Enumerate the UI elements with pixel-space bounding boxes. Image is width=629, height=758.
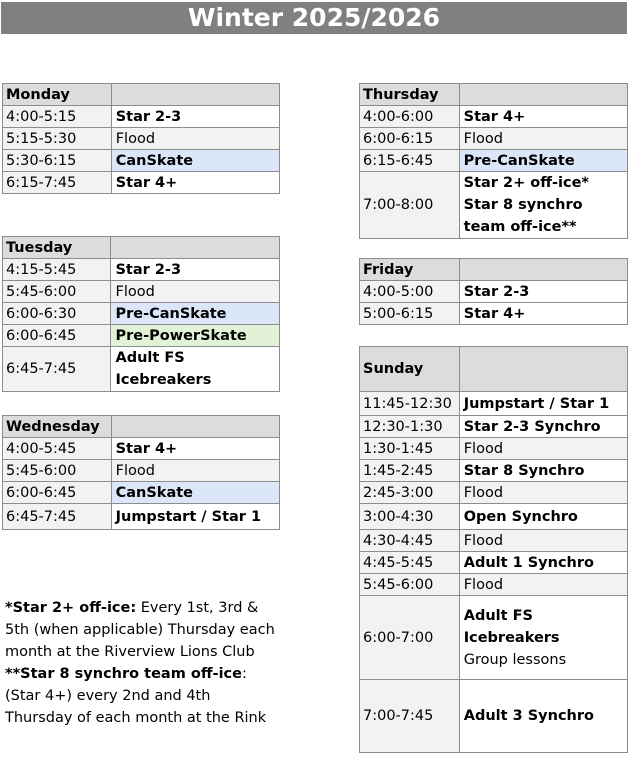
- time-cell: 6:00-6:45: [3, 325, 111, 347]
- table-row: [360, 552, 628, 574]
- activity-cell: Jumpstart / Star 1: [459, 392, 627, 416]
- activity-cell: Flood: [111, 128, 279, 150]
- time-cell: 5:00-6:15: [360, 303, 460, 325]
- time-cell: 5:15-5:30: [3, 128, 112, 150]
- day-header-friday: Friday: [360, 259, 460, 281]
- activity-cell: Adult 1 Synchro: [459, 552, 627, 574]
- table-row: [360, 128, 628, 150]
- time-cell: 1:45-2:45: [360, 460, 460, 482]
- time-cell: 12:30-1:30: [360, 416, 460, 438]
- activity-cell: Star 2-3: [459, 281, 627, 303]
- table-row: [360, 106, 628, 128]
- activity-cell: Star 2+ off-ice* Star 8 synchro team off-ice**: [459, 172, 627, 239]
- time-cell: 4:30-4:45: [360, 530, 460, 552]
- day-header-tuesday: Tuesday: [3, 237, 111, 259]
- time-cell: 4:00-5:00: [360, 281, 460, 303]
- table-row: [360, 530, 628, 552]
- activity-cell: Open Synchro: [459, 504, 627, 530]
- activity-cell: Pre-PowerSkate: [111, 325, 280, 347]
- footnote-2: [5, 663, 280, 729]
- monday-table: [2, 83, 280, 194]
- time-cell: 6:00-6:45: [3, 482, 112, 504]
- time-cell: 6:15-7:45: [3, 172, 112, 194]
- activity-cell: Adult FS Icebreakers Group lessons: [459, 596, 627, 680]
- table-row: [3, 172, 280, 194]
- time-cell: 4:00-5:45: [3, 438, 112, 460]
- activity-cell: Flood: [459, 482, 627, 504]
- activity-cell: Flood: [459, 128, 627, 150]
- activity-cell: Star 4+: [459, 303, 627, 325]
- footnote-1-label: *Star 2+ off-ice:: [5, 600, 137, 616]
- activity-cell: Star 4+: [459, 106, 627, 128]
- day-header-monday: Monday: [3, 84, 112, 106]
- subtext: Group lessons: [463, 651, 567, 668]
- table-row: [360, 680, 628, 753]
- table-row: [360, 482, 628, 504]
- activity-cell: Flood: [111, 460, 279, 482]
- time-cell: 7:00-7:45: [360, 680, 460, 753]
- table-row: [360, 504, 628, 530]
- time-cell: 6:00-6:30: [3, 303, 111, 325]
- time-cell: 6:45-7:45: [3, 347, 111, 392]
- time-cell: 5:30-6:15: [3, 150, 112, 172]
- table-row: [360, 416, 628, 438]
- table-row: [3, 259, 280, 281]
- table-row: [360, 574, 628, 596]
- activity-cell: Flood: [111, 281, 280, 303]
- table-row: [3, 504, 280, 530]
- table-row: [360, 150, 628, 172]
- activity-cell: Flood: [459, 574, 627, 596]
- table-row: [360, 303, 628, 325]
- time-cell: 3:00-4:30: [360, 504, 460, 530]
- time-cell: 1:30-1:45: [360, 438, 460, 460]
- day-header-wednesday: Wednesday: [3, 416, 112, 438]
- table-row: [3, 303, 280, 325]
- time-cell: 4:00-5:15: [3, 106, 112, 128]
- time-cell: 4:45-5:45: [360, 552, 460, 574]
- schedule-title: Winter 2025/2026: [1, 2, 627, 34]
- tuesday-table: [2, 236, 280, 392]
- sunday-table: [359, 346, 628, 753]
- time-cell: 6:00-7:00: [360, 596, 460, 680]
- table-row: [360, 392, 628, 416]
- friday-table: [359, 258, 628, 325]
- table-row: [3, 128, 280, 150]
- activity-cell: Adult 3 Synchro: [459, 680, 627, 753]
- activity-cell: Flood: [459, 438, 627, 460]
- table-row: [360, 596, 628, 680]
- time-cell: 6:45-7:45: [3, 504, 112, 530]
- time-cell: 5:45-6:00: [3, 281, 111, 303]
- table-row: [360, 172, 628, 239]
- time-cell: 4:00-6:00: [360, 106, 460, 128]
- activity-cell: Pre-CanSkate: [459, 150, 627, 172]
- activity-cell: Star 2-3: [111, 259, 280, 281]
- thursday-table: [359, 83, 628, 239]
- activity-cell: Flood: [459, 530, 627, 552]
- time-cell: 4:15-5:45: [3, 259, 111, 281]
- activity-cell: Star 4+: [111, 172, 279, 194]
- table-row: [3, 482, 280, 504]
- day-header-sunday: Sunday: [360, 347, 460, 392]
- footnote-1: [5, 597, 280, 663]
- time-cell: 7:00-8:00: [360, 172, 460, 239]
- activity-cell: Star 4+: [111, 438, 279, 460]
- activity-cell: Pre-CanSkate: [111, 303, 280, 325]
- table-row: [3, 150, 280, 172]
- day-header-thursday: Thursday: [360, 84, 460, 106]
- table-row: [360, 438, 628, 460]
- activity-cell: Star 2-3 Synchro: [459, 416, 627, 438]
- wednesday-table: [2, 415, 280, 530]
- time-cell: 6:00-6:15: [360, 128, 460, 150]
- time-cell: 5:45-6:00: [360, 574, 460, 596]
- footnotes: [5, 597, 280, 729]
- activity-cell: CanSkate: [111, 150, 279, 172]
- table-row: [3, 460, 280, 482]
- activity-cell: Adult FS Icebreakers: [111, 347, 280, 392]
- activity-cell: CanSkate: [111, 482, 279, 504]
- table-row: [3, 106, 280, 128]
- time-cell: 6:15-6:45: [360, 150, 460, 172]
- activity-cell: Star 8 Synchro: [459, 460, 627, 482]
- activity-cell: Star 2-3: [111, 106, 279, 128]
- table-row: [360, 281, 628, 303]
- footnote-1-text: Every 1st, 3rd & 5th (when applicable) Thursday each month at the Riverview Lions Club: [5, 600, 275, 660]
- table-row: [3, 347, 280, 392]
- activity-cell: Jumpstart / Star 1: [111, 504, 279, 530]
- table-row: [3, 281, 280, 303]
- time-cell: 5:45-6:00: [3, 460, 112, 482]
- footnote-2-text: : (Star 4+) every 2nd and 4th Thursday of each month at the Rink: [5, 666, 267, 726]
- time-cell: 2:45-3:00: [360, 482, 460, 504]
- time-cell: 11:45-12:30: [360, 392, 460, 416]
- table-row: [3, 438, 280, 460]
- table-row: [3, 325, 280, 347]
- footnote-2-label: **Star 8 synchro team off-ice: [5, 666, 242, 682]
- table-row: [360, 460, 628, 482]
